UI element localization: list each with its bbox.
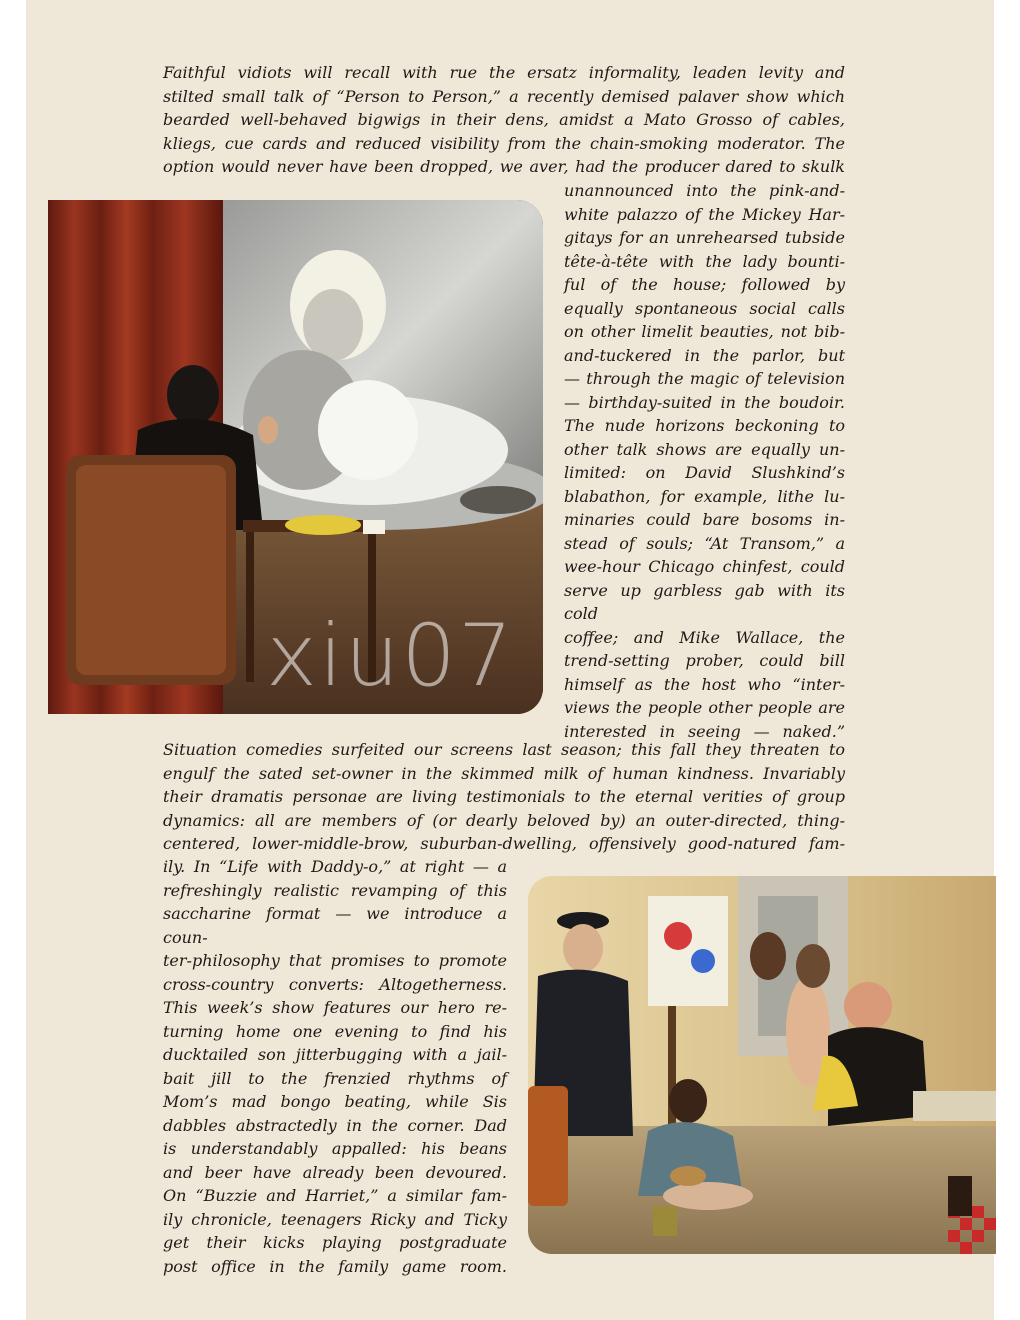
text-line: option would never have been dropped, we aver, had the producer dared to skulk [163,157,845,176]
text-line: views the people other people are [564,698,845,717]
text-line: dynamics: all are members of (or dearly beloved by) an outer-directed, thing- [163,810,845,830]
text-line: This week’s show features our hero re- [163,998,507,1017]
text-line: on other limelit beauties, not bib- [564,322,845,341]
text-line: post office in the family game room. [163,1256,507,1276]
text-line: refreshingly realistic revamping of this [163,880,507,900]
text-line: dabbles abstractedly in the corner. Dad [163,1115,507,1135]
text-line: turning home one evening to find his [163,1021,507,1041]
text-line: himself as the host who “inter- [564,674,845,694]
text-line: white palazzo of the Mickey Har- [564,204,845,224]
text-line: ful of the house; followed by [564,275,845,294]
text-line: blabathon, for example, lithe lu- [564,486,845,506]
text-line: trend-setting prober, could bill [564,651,845,670]
text-line: cross-country converts: Altogetherness. [163,974,507,994]
text-line: tête-à-tête with the lady bounti- [564,251,845,271]
text-line: ily. In “Life with Daddy-o,” at right — a [163,857,507,876]
text-line: ter-philosophy that promises to promote [163,951,507,970]
text-line: equally spontaneous social calls [564,298,845,318]
text-line: centered, lower-middle-brow, suburban-dwelling, offensively good-natured fam- [163,834,845,853]
text-line: and-tuckered in the parlor, but [564,345,845,365]
text-line: stead of souls; “At Transom,” a [564,533,845,553]
text-line: saccharine format — we introduce a coun- [163,904,507,947]
text-line: limited: on David Slushkind’s [564,463,845,482]
text-line: kliegs, cue cards and reduced visibility from the chain-smoking moderator. The [163,133,845,153]
text-line: On “Buzzie and Harriet,” a similar fam- [163,1186,507,1205]
text-line: unannounced into the pink-and- [564,181,845,200]
magazine-page [26,0,994,1320]
column-left [163,855,507,1278]
text-line: bait jill to the frenzied rhythms of [163,1068,507,1088]
text-line: ducktailed son jitterbugging with a jail- [163,1045,507,1064]
paragraph-middle [163,738,845,856]
text-line: serve up garbless gab with its cold [564,580,845,623]
text-line: The nude horizons beckoning to [564,416,845,435]
text-line: — birthday-suited in the boudoir. [564,392,845,412]
column-right [564,179,845,743]
text-line: — through the magic of television [564,369,845,388]
text-line: stilted small talk of “Person to Person,” a recently demised palaver show which [163,86,845,106]
text-line: get their kicks playing postgraduate [163,1233,507,1252]
family-room-photo [528,876,996,1254]
text-line: coffee; and Mike Wallace, the [564,627,845,647]
text-line: and beer have already been devoured. [163,1162,507,1182]
text-line: wee-hour Chicago chinfest, could [564,557,845,576]
text-line: interested in seeing — naked.” [564,721,845,741]
text-line: bearded well-behaved bigwigs in their dens, amidst a Mato Grosso of cables, [163,110,845,129]
text-line: ily chronicle, teenagers Ricky and Ticky [163,1209,507,1229]
text-line: their dramatis personae are living testimonials to the eternal verities of group [163,787,845,806]
text-line: is understandably appalled: his beans [163,1139,507,1158]
text-line: gitays for an unrehearsed tubside [564,228,845,247]
text-line: engulf the sated set-owner in the skimmed milk of human kindness. Invariably [163,763,845,783]
text-line: minaries could bare bosoms in- [564,510,845,529]
text-line: other talk shows are equally un- [564,439,845,459]
text-line: Faithful vidiots will recall with rue the ersatz informality, leaden levity and [163,63,845,82]
text-line: Situation comedies surfeited our screens last season; this fall they threaten to [163,740,845,759]
paragraph-top [163,61,845,179]
text-line: Mom’s mad bongo beating, while Sis [163,1092,507,1111]
watermark: xiu07 [266,606,515,706]
